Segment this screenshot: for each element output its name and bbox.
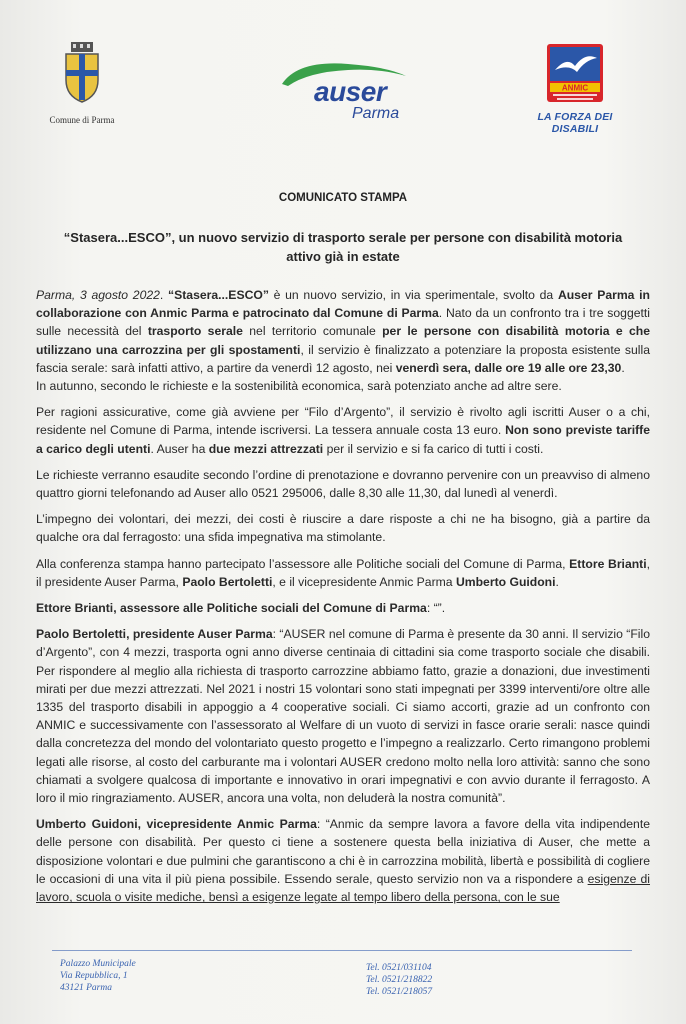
text-span: è un nuovo servizio, in via sperimentale, svolto da <box>268 288 558 302</box>
paragraph-insurance <box>36 403 650 458</box>
address-line: Via Repubblica, 1 <box>60 971 128 981</box>
place-date: Parma, 3 agosto 2022 <box>36 288 160 302</box>
service-name: “Stasera...ESCO” <box>168 288 269 302</box>
address-line: 43121 Parma <box>60 983 112 993</box>
bold-span: per le persone con disabilità motoria e che utilizzano una carrozzina per gli spostamenti <box>36 324 650 357</box>
bold-span: Ettore Brianti, assessore alle Politiche sociali del Comune di Parma <box>36 601 427 616</box>
document-body <box>36 286 650 914</box>
bold-span: Auser Parma in collaborazione con Anmic Parma e patrocinato dal Comune di Parma <box>36 288 651 321</box>
auser-city: Parma <box>352 105 400 122</box>
bold-span: trasporto serale <box>147 324 243 339</box>
paragraph-commitment: L’impegno dei volontari, dei mezzi, dei costi è riuscire a dare risposte a chi ne ha bisogno, già a partire da qualche ora dal ferragosto: una sfida impegnativa ma stimolante. <box>36 512 650 545</box>
comune-caption: Comune di Parma <box>49 115 115 125</box>
text-span: per il servizio e si fa carico di tutti i costi. <box>323 441 544 456</box>
phone-line: Tel. 0521/218057 <box>366 987 433 997</box>
text-span: . Nato da un confronto tra i tre soggetti sulle necessità del <box>36 306 650 339</box>
anmic-logo <box>520 44 630 135</box>
paragraph-conference <box>36 555 650 591</box>
bold-span: Paolo Bertoletti, presidente Auser Parma <box>36 627 273 642</box>
bold-span: Umberto Guidoni <box>455 574 556 589</box>
phone-line: Tel. 0521/031104 <box>366 963 432 973</box>
document-title: COMUNICATO STAMPA <box>278 192 408 204</box>
anmic-motto: LA FORZA DEI DISABILI <box>537 111 613 135</box>
text-span: . <box>621 360 625 375</box>
document-subtitle: “Stasera...ESCO”, un nuovo servizio di trasporto serale per persone con disabilità motoria attivo già in estate <box>63 230 623 264</box>
text-span: , il presidente Auser Parma, <box>36 556 651 589</box>
anmic-badge-icon <box>547 44 603 102</box>
paragraph-booking: Le richieste verranno esaudite secondo l’ordine di prenotazione e dovranno pervenire con un preavviso di almeno quattro giorni telefonando ad Auser allo 0521 295006, dalle 8,30 alle 11,30, dal lunedì al venerdì. <box>36 467 650 501</box>
footer-address <box>60 958 136 994</box>
parma-crest-icon <box>62 40 102 106</box>
text-span: nel territorio comunale <box>242 324 383 339</box>
text-span: . <box>555 574 559 589</box>
text-span: , il servizio è finalizzato a potenziare la proposta esistente sulla fascia serale: sarà infatti attivo, a partire da venerdì 12 agosto, nei <box>36 342 650 375</box>
text-span: Per ragioni assicurative, come già avviene per “Filo d’Argento”, il servizio è rivolto agli iscritti Auser o a chi, residente nel Comune di Parma, intende iscriversi. La tessera annuale costa 13 euro. <box>36 405 650 438</box>
text-span: : “Anmic da sempre lavora a favore della vita indipendente delle persone con disabilità. Per questo ci tiene a sostenere questa bella iniziativa di Auser, che mette a disposizione volontari e due pulmini che garantiscono a chi è in carrozzina mobilità, libertà e possibilità di cogliere le occasioni di una vita il più piena possibile. Essendo serale, questo servizio non va a rispondere a <box>36 817 650 886</box>
bold-span: Ettore Brianti <box>569 556 647 571</box>
comune-di-parma-logo <box>46 40 118 125</box>
paragraph-intro: Parma, 3 agosto 2022. “Stasera...ESCO” è un nuovo servizio, in via sperimentale, svolto da Auser Parma in collaborazione con Anmic Parma e patrocinato dal Comune di Parma. Nato da un confronto tra i tre soggetti sulle necessità del trasporto serale nel territorio comunale per le persone con disabilità motoria e che utilizzano una carrozzina per gli spostamenti, il servizio è finalizzato a potenziare la proposta esistente sulla fascia serale: sarà infatti attivo, a partire da venerdì 12 agosto, nei venerdì sera, dalle ore 19 alle ore 23,30. In autunno, secondo le richieste e la sostenibilità economica, sarà potenziato anche ad altre sere. <box>36 288 651 394</box>
bold-span: due mezzi attrezzati <box>208 441 324 456</box>
address-line: Palazzo Municipale <box>60 959 136 969</box>
text-span: Alla conferenza stampa hanno partecipato l’assessore alle Politiche sociali del Comune di Parma, <box>36 556 570 571</box>
anmic-badge-text: ANMIC <box>561 83 589 93</box>
bold-span: Paolo Bertoletti <box>182 574 273 589</box>
text-span: . Auser ha <box>150 441 209 456</box>
text-span: : “AUSER nel comune di Parma è presente da 30 anni. Il servizio “Filo d’Argento”, con 4 mezzi, trasporta ogni anno diverse centinaia di cittadini sia come trasporto sociale che disabili. Per rispondere al meglio alla richiesta di trasporto carrozzine abbiamo fatto, grazie a donazioni, due investimenti mirati per due mezzi attrezzati. Nel 2021 i nostri 15 volontari sono stati impegnati per 3399 interventi/ore oltre alle 1335 del trasporto disabili in appoggio a 4 cooperative sociali. Ci siamo accorti, grazie ad un confronto con ANMIC e successivamente con l’assessorato al Welfare di un vuoto di servizi in fasce orarie serali: nasce quindi dalla concretezza del mondo del volontariato questo progetto e l’impegno a realizzarlo. Certo rimangono problemi legati alle risorse, al costo del carburante ma i volontari AUSER credono molto nella loro attività: sanno che sono chiamati a svolgere qualcosa di importante e innovativo in orari impegnativi e con avvio durante il ferragosto. A loro il mio ringraziamento. AUSER, ancora una volta, non deluderà la nostra comunità”. <box>36 627 650 806</box>
underlined-span: esigenze di lavoro, scuola o visite mediche, bensì a esigenze legate al tempo libero della persona, con le sue <box>36 871 650 905</box>
bold-span: Umberto Guidoni, vicepresidente Anmic Parma <box>36 817 317 832</box>
bold-span: venerdì sera, dalle ore 19 alle ore 23,30 <box>395 360 622 375</box>
auser-brand: auser <box>314 76 387 107</box>
auser-parma-logo <box>278 58 413 128</box>
phone-line: Tel. 0521/218822 <box>366 975 433 985</box>
footer-phones <box>366 962 432 998</box>
paragraph-brianti <box>36 599 650 617</box>
paragraph-bertoletti <box>36 625 650 807</box>
text-span: : “”. <box>426 601 446 616</box>
bold-span: Non sono previste tariffe a carico degli utenti <box>36 423 650 456</box>
text-span: In autunno, secondo le richieste e la sostenibilità economica, sarà potenziato anche ad altre sere. <box>36 379 562 394</box>
text-span: , e il vicepresidente Anmic Parma <box>272 574 456 589</box>
paragraph-guidoni <box>36 815 650 906</box>
footer-divider <box>52 950 632 951</box>
